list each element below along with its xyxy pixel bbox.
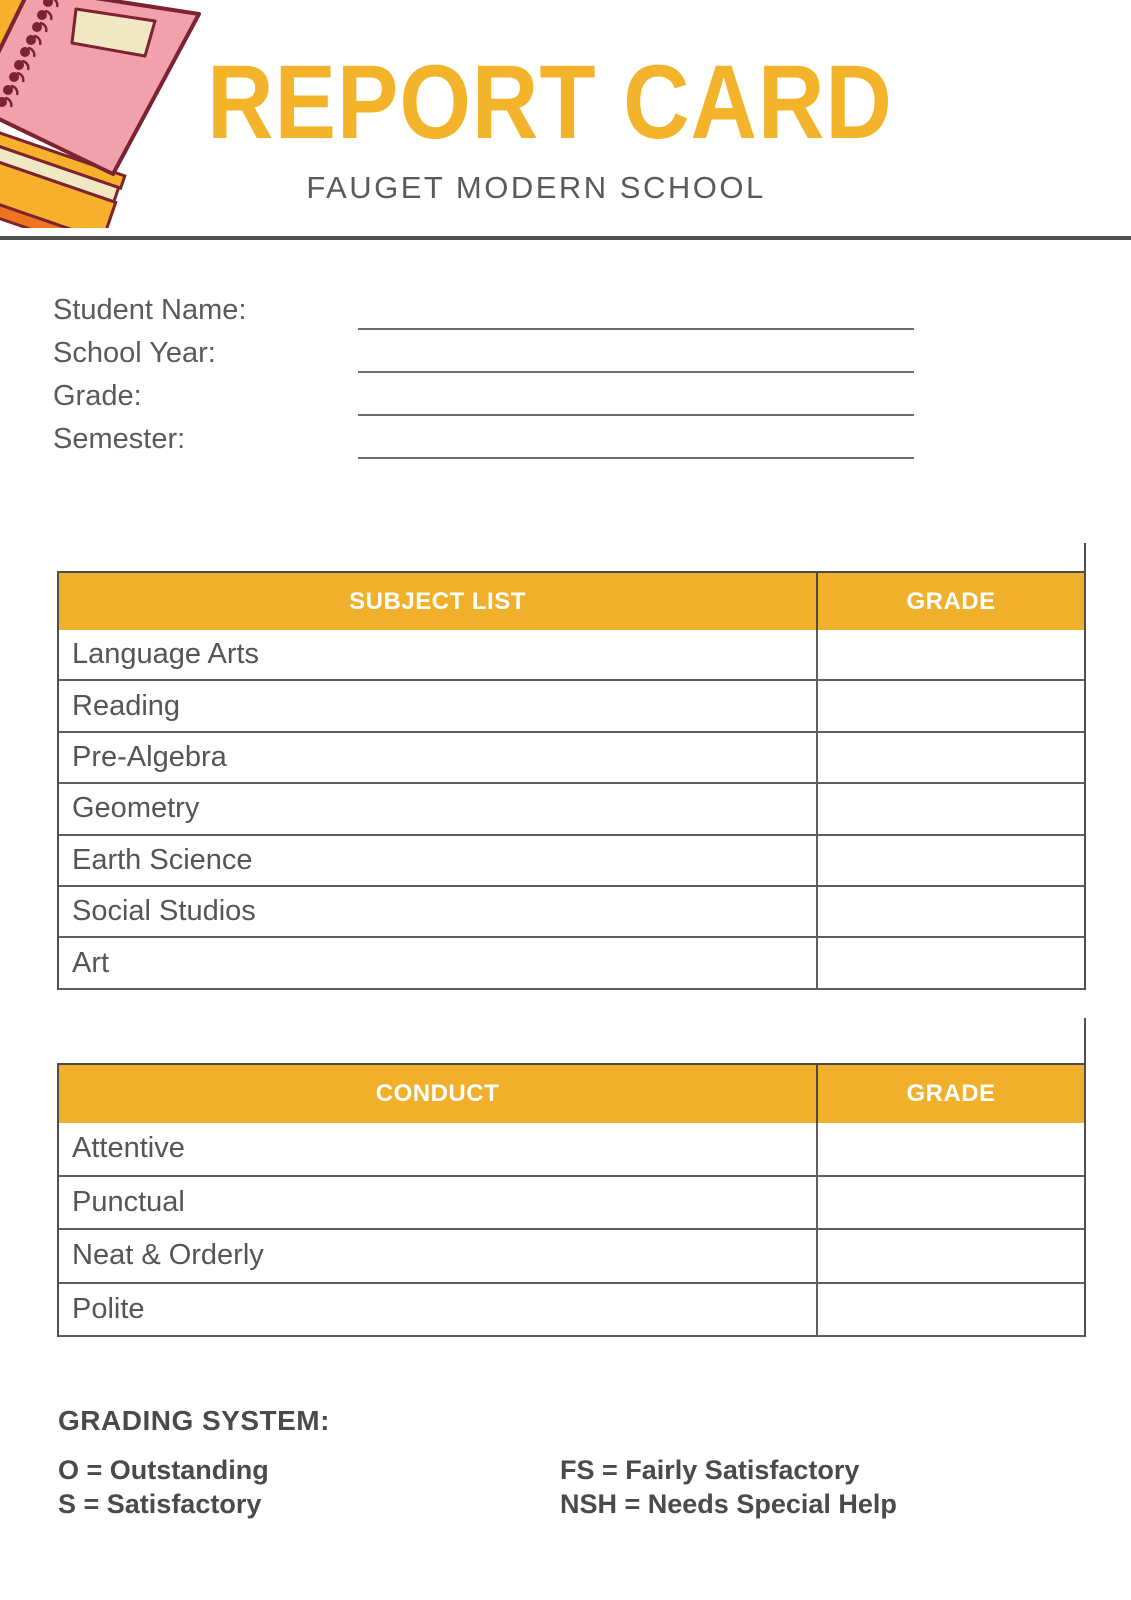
form-row-semester xyxy=(53,416,914,459)
header-divider xyxy=(0,236,1131,240)
subject-cell: Reading xyxy=(72,689,181,722)
table-row xyxy=(59,784,1084,835)
table-row xyxy=(59,938,1084,989)
grade-header-cell: GRADE xyxy=(816,573,1084,630)
conduct-cell: Polite xyxy=(72,1292,145,1325)
subject-cell: Pre-Algebra xyxy=(72,740,227,773)
subject-list-header-cell: SUBJECT LIST xyxy=(349,587,526,615)
table-right-tick xyxy=(1084,1018,1086,1063)
table-row xyxy=(59,733,1084,784)
grade-label: Grade: xyxy=(53,380,142,412)
grading-system-heading: GRADING SYSTEM: xyxy=(58,1405,330,1436)
form-row-grade xyxy=(53,373,914,416)
grading-column-right xyxy=(560,1453,897,1521)
grade-cell[interactable] xyxy=(816,733,1084,782)
grade-input[interactable] xyxy=(358,382,914,416)
grade-header-cell: GRADE xyxy=(816,1065,1084,1123)
grade-cell[interactable] xyxy=(816,681,1084,730)
conduct-header-cell: CONDUCT xyxy=(375,1080,500,1107)
conduct-cell: Punctual xyxy=(72,1185,185,1218)
grade-cell[interactable] xyxy=(816,1123,1084,1175)
semester-input[interactable] xyxy=(358,425,914,459)
grade-cell[interactable] xyxy=(816,630,1084,679)
grade-cell[interactable] xyxy=(816,836,1084,885)
table-row xyxy=(59,1123,1084,1177)
subject-table xyxy=(57,571,1086,990)
grading-system xyxy=(58,1405,1078,1519)
school-year-label: School Year: xyxy=(53,337,216,369)
subject-cell: Language Arts xyxy=(72,638,260,671)
grading-item: O = Outstanding xyxy=(58,1455,269,1485)
form-row-school-year xyxy=(53,330,914,373)
grading-item: FS = Fairly Satisfactory xyxy=(560,1455,860,1485)
table-row xyxy=(59,681,1084,732)
student-info-form xyxy=(53,287,914,459)
table-row xyxy=(59,1230,1084,1284)
table-row xyxy=(59,1177,1084,1231)
subject-cell: Earth Science xyxy=(72,843,253,876)
grade-cell[interactable] xyxy=(816,1284,1084,1336)
grade-cell[interactable] xyxy=(816,887,1084,936)
table-right-tick xyxy=(1084,543,1086,571)
table-row xyxy=(59,836,1084,887)
semester-label: Semester: xyxy=(53,423,186,455)
table-row xyxy=(59,630,1084,681)
grade-cell[interactable] xyxy=(816,1230,1084,1282)
page-title: REPORT CARD xyxy=(207,44,893,161)
subject-table-header-row xyxy=(59,571,1084,630)
grade-cell[interactable] xyxy=(816,938,1084,987)
conduct-table xyxy=(57,1063,1086,1337)
form-row-student-name xyxy=(53,287,914,330)
student-name-label: Student Name: xyxy=(53,294,247,326)
table-row xyxy=(59,887,1084,938)
grading-item: S = Satisfactory xyxy=(58,1489,262,1519)
conduct-table-header-row xyxy=(59,1063,1084,1123)
subject-cell: Social Studios xyxy=(72,895,256,928)
table-row xyxy=(59,1284,1084,1338)
grading-column-left xyxy=(58,1453,269,1521)
conduct-cell: Neat & Orderly xyxy=(72,1239,264,1272)
student-name-input[interactable] xyxy=(358,296,914,330)
conduct-cell: Attentive xyxy=(72,1132,185,1165)
grade-cell[interactable] xyxy=(816,1177,1084,1229)
grade-cell[interactable] xyxy=(816,784,1084,833)
school-year-input[interactable] xyxy=(358,339,914,373)
school-name: FAUGET MODERN SCHOOL xyxy=(306,170,766,205)
subject-cell: Art xyxy=(72,946,110,979)
subject-cell: Geometry xyxy=(72,792,200,825)
grading-item: NSH = Needs Special Help xyxy=(560,1489,897,1519)
